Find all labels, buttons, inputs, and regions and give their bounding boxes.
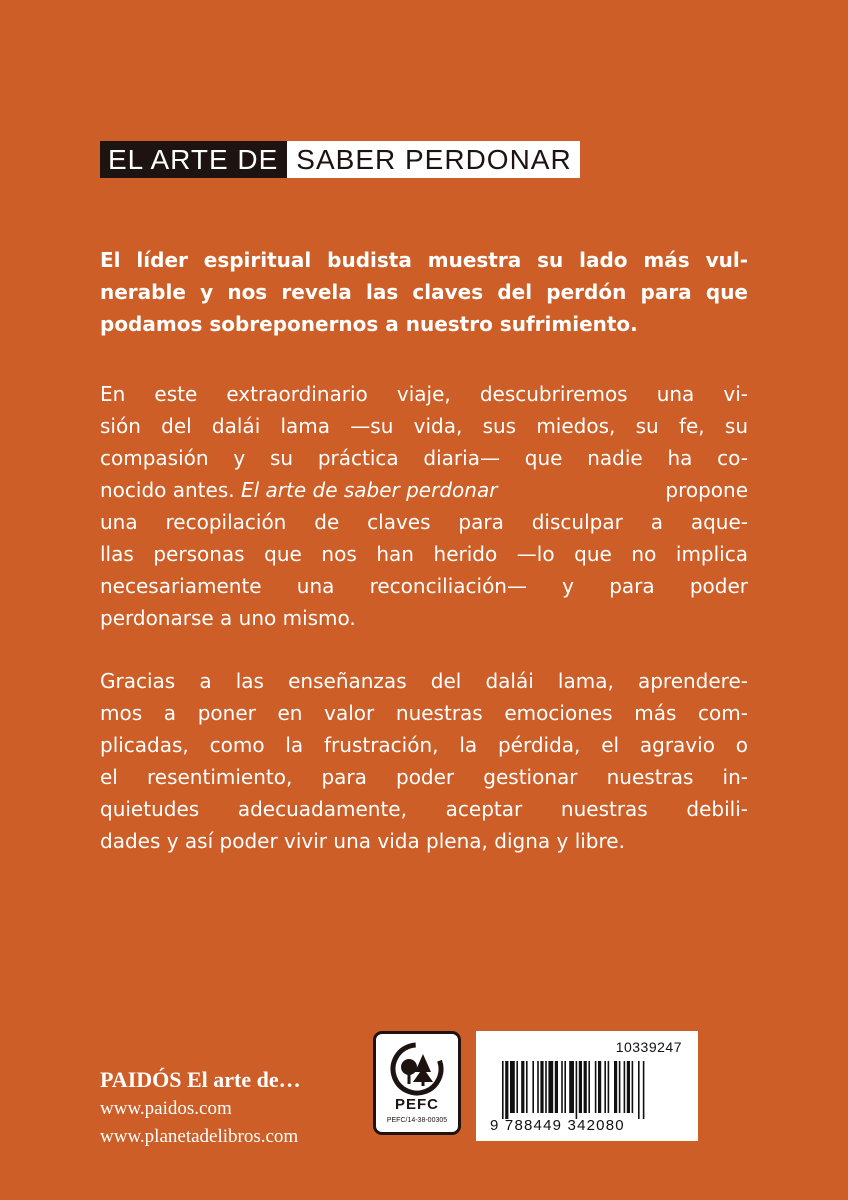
barcode-bar [564,1061,566,1113]
body-paragraph-1 [100,378,748,634]
publisher-url-planeta[interactable]: www.planetadelibros.com [100,1126,299,1147]
body-line: plicadas, como la frustración, la pérdida, el agravio o [100,733,748,757]
barcode-bar [588,1061,590,1113]
body-text: propone [659,478,748,502]
pefc-certification-badge [373,1031,461,1135]
barcode-bar [598,1061,601,1113]
body-line: el resentimiento, para poder gestionar nuestras in- [100,765,748,789]
barcode-bar [537,1061,539,1113]
body-paragraph-2 [100,665,748,857]
barcode-bar [627,1061,630,1113]
barcode-bar [608,1061,610,1113]
publisher-info [100,1066,301,1150]
body-line: perdonarse a uno mismo. [100,606,356,630]
book-title [100,141,580,178]
barcode-bar [576,1061,578,1119]
body-line: quietudes adecuadamente, aceptar nuestras debili- [100,797,748,821]
publisher-brand: PAIDÓS El arte de… [100,1067,301,1092]
body-line-with-title [100,474,748,506]
body-line: llas personas que nos han herido —lo que no implica [100,542,748,566]
barcode-bar [619,1061,621,1113]
body-line: Gracias a las enseñanzas del dalái lama, aprendere- [100,669,748,693]
title-part-light: SABER PERDONAR [287,141,579,178]
body-line: dades y así poder vivir una vida plena, digna y libre. [100,829,625,853]
pefc-code: PEFC/14-38-00305 [386,1117,448,1124]
barcode-bar [638,1061,640,1119]
body-line: mos a poner en valor nuestras emociones más com- [100,701,748,725]
barcode-bar [624,1061,626,1113]
barcode-digits: 9 788449 342080 [490,1117,625,1134]
body-line: compasión y su práctica diaria— que nadie ha co- [100,446,748,470]
barcode-bar [510,1061,515,1113]
body-text: nocido antes. [100,478,241,502]
barcode-bar [505,1061,508,1119]
lead-line: nerable y nos revela las claves del perdón para que [100,280,748,304]
barcode-bar [579,1061,582,1113]
pefc-tree-icon [389,1042,445,1096]
barcode-bar [643,1061,645,1119]
barcode-bar [548,1061,553,1113]
barcode-bar [545,1061,547,1113]
body-line: En este extraordinario viaje, descubriremos una vi- [100,382,748,406]
lead-line: El líder espiritual budista muestra su lado más vul- [100,248,748,272]
barcode-bar [614,1061,617,1113]
body-line: necesariamente una reconciliación— y para poder [100,574,748,598]
barcode-bar [584,1061,587,1113]
barcode-bar [502,1061,504,1119]
barcode-bar [569,1061,574,1113]
barcode-bar [604,1061,606,1113]
body-line: sión del dalái lama —su vida, sus miedos, su fe, su [100,414,748,438]
publisher-url-paidos[interactable]: www.paidos.com [100,1098,232,1119]
barcode-bar [632,1061,634,1113]
barcode-bar [526,1061,528,1113]
barcode-panel [476,1031,698,1141]
barcode-bar [595,1061,597,1113]
barcode-bar [555,1061,558,1113]
barcode-bar [540,1061,543,1113]
lead-line: podamos sobreponernos a nuestro sufrimiento. [100,312,638,336]
pefc-label: PEFC [394,1096,439,1113]
barcode-bar [516,1061,518,1113]
lead-paragraph [100,244,748,340]
barcode-reference-number: 10339247 [615,1039,682,1055]
barcode-bar [521,1061,524,1113]
body-line: una recopilación de claves para disculpar a aque- [100,510,748,534]
barcode-bar [532,1061,534,1113]
barcode-bar [561,1061,563,1113]
book-title-italic: El arte de saber perdonar [240,478,498,502]
title-part-dark: EL ARTE DE [100,141,287,178]
